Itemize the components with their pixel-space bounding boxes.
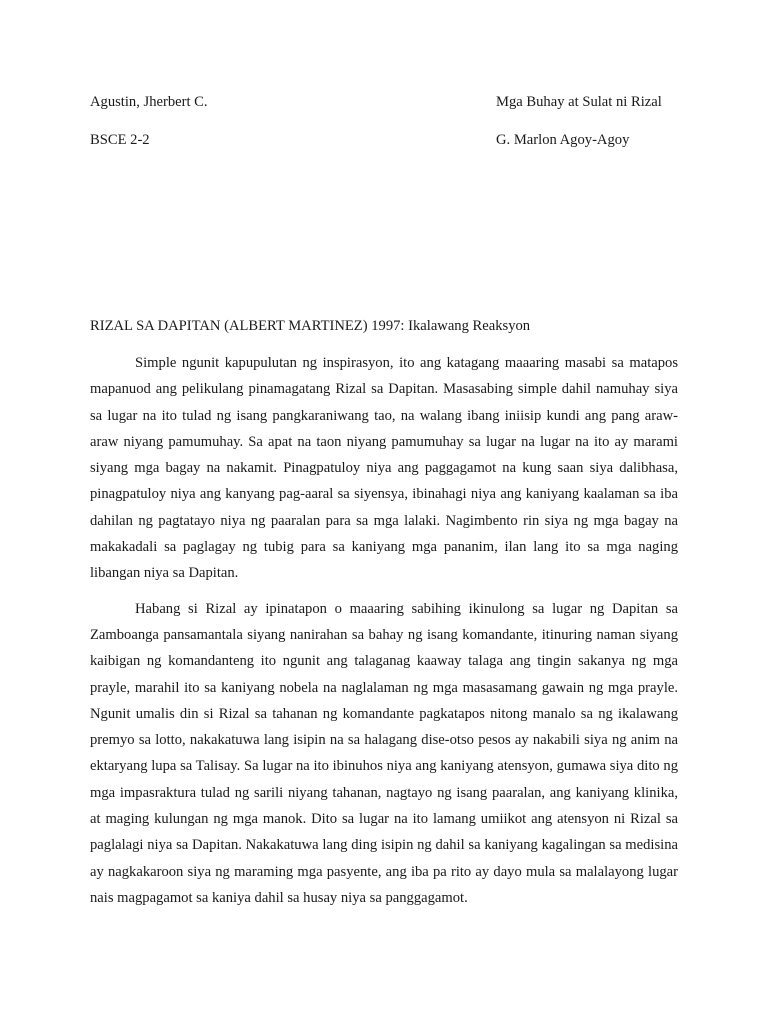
course-title: Mga Buhay at Sulat ni Rizal: [496, 94, 662, 110]
paragraph-1: Simple ngunit kapupulutan ng inspirasyon, ito ang katagang maaaring masabi sa matapos mapanuod ang pelikulang pinamagatang Rizal sa Dapitan. Masasabing simple dahil namuhay siya sa lugar na ito tulad ng isang pangkaraniwang tao, na walang ibang iniisip kundi ang pang araw-araw niyang pamumuhay. Sa apat na taon niyang pamumuhay sa lugar na lugar na ito ay marami siyang mga bagay na nakamit. Pinagpatuloy niya ang paggagamot na kung saan siya dalibhasa, pinagpatuloy niya ang kanyang pag-aaral sa siyensya, ibinahagi niya ang kaniyang kaalaman sa iba dahilan ng pagtatayo niya ng paaralan para sa mga lalaki. Nagimbento rin siya ng mga bagay na makakadali sa paglagay ng tubig para sa kaniyang mga pananim, ilan lang ito sa mga naging libangan niya sa Dapitan.: [90, 355, 678, 582]
student-section: BSCE 2-2: [90, 132, 150, 148]
instructor-name: G. Marlon Agoy-Agoy: [496, 132, 630, 148]
author-name: Agustin, Jherbert C.: [90, 94, 208, 110]
document-title: RIZAL SA DAPITAN (ALBERT MARTINEZ) 1997: Ikalawang Reaksyon: [90, 318, 531, 334]
paragraph-2: Habang si Rizal ay ipinatapon o maaaring sabihing ikinulong sa lugar ng Dapitan sa Zamboanga pansamantala siyang nanirahan sa bahay ng isang komandante, itinuring naman siyang kaibigan ng komandanteng ito ngunit ang talaganag kaaway talaga ang tingin sakanya ng mga prayle, marahil ito sa kaniyang nobela na naglalaman ng mga masasamang gawain ng mga prayle. Ngunit umalis din si Rizal sa tahanan ng komandante pagkatapos nitong manalo sa ng ikalawang premyo sa lotto, nakakatuwa lang isipin na sa halagang dise-otso pesos ay nakabili siya ng anim na ektaryang lupa sa Talisay. Sa lugar na ito ibinuhos niya ang kaniyang atensyon, gumawa siya dito ng mga impasraktura tulad ng sarili niyang tahanan, nagtayo ng isang paaralan, ang kaniyang klinika, at maging kulungan ng mga manok. Dito sa lugar na ito lamang umiikot ang atensyon ni Rizal sa paglalagi niya sa Dapitan. Nakakatuwa lang ding isipin ng dahil sa kaniyang kagalingan sa medisina ay nagkakaroon siya ng maraming mga pasyente, ang iba pa rito ay dayo mula sa malalayong lugar nais magpagamot sa kaniya dahil sa husay niya sa panggagamot.: [90, 600, 678, 906]
document-body: [90, 350, 678, 911]
